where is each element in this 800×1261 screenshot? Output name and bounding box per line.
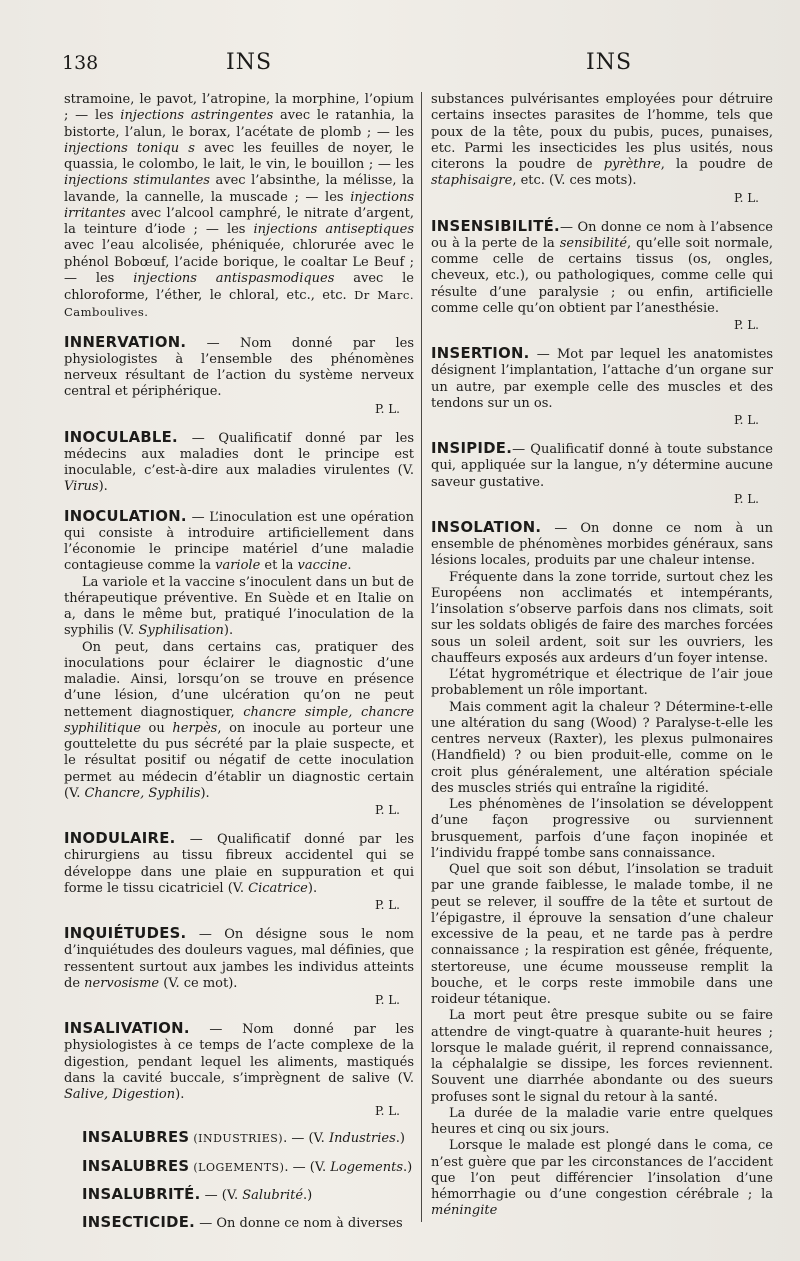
italic-term: chancre simple, chancre syphilitique: [64, 704, 415, 736]
body-text: (V. ce mot).: [159, 975, 238, 991]
body-text: — Nom donné par les physiologistes à ce temps de l’acte complexe de la digestion, pendant lequel les aliments, mastiqués dans la cavité buccale, s’imprègnent de salive (V.: [64, 1022, 414, 1086]
body-text: avec l’absinthe, la mélisse, la lavande, la cannelle, la muscade ; — les: [64, 173, 414, 205]
left-running-title: INS: [226, 50, 273, 75]
body-text: ).: [200, 785, 210, 801]
body-text: — Nom donné par les physiologistes à l’ensemble des phénomènes nerveux résultant de l’action du système nerveux central et périphérique.: [64, 335, 414, 400]
paragraph: [64, 575, 414, 640]
entry-headword: INODULAIRE.: [64, 830, 176, 847]
body-text: ).: [223, 623, 234, 639]
body-text: — Qualificatif donné par les chirurgiens au tissu fibreux accidentel qui se développe dans une plaie en suppuration et qui forme le tissu cicatriciel (V.: [64, 832, 414, 896]
italic-term: pyrèthre: [603, 157, 661, 172]
body-text: et la: [260, 558, 298, 574]
body-text: — Qualificatif donné par les médecins aux maladies dont le principe est inoculable, c’est-à-dire aux maladies virulentes (V.: [64, 430, 414, 478]
paragraph: [431, 797, 773, 862]
italic-term: injections stimulantes: [64, 173, 210, 189]
author-initials: P. L.: [733, 491, 759, 506]
dictionary-entry: [431, 441, 773, 507]
entry-headword: INSOLATION.: [431, 518, 542, 536]
italic-term: Cicatrice: [248, 880, 308, 896]
body-text: La variole et la vaccine s’inoculent dans un but de thérapeutique préventive. En Suède et en Italie on a, dans le même but, pratiqué l’inoculation de la syphilis (V.: [64, 574, 414, 639]
italic-term: sensibilité: [559, 235, 628, 251]
italic-term: Salive, Digestion: [64, 1087, 176, 1102]
body-text: — On désigne sous le nom d’inquiétudes des douleurs vagues, mal définies, que ressentent surtout aux jambes les individus atteints de: [64, 927, 414, 991]
body-text: L’état hygrométrique et électrique de l’air joue probablement un rôle important.: [431, 667, 773, 699]
paragraph: [431, 1106, 773, 1139]
author-initials: P. L.: [374, 993, 400, 1007]
entry-headword: INSECTICIDE.: [82, 1214, 196, 1231]
dictionary-entry: [64, 926, 414, 1008]
paragraph: [431, 1138, 773, 1219]
italic-term: staphisaigre: [431, 173, 513, 189]
body-text: . — (V.: [284, 1159, 331, 1175]
cross-reference-entry: [64, 1187, 414, 1204]
body-text: avec le ratanhia, la bistorte, l’alun, le borax, l’acétate de plomb ; — les: [64, 108, 414, 140]
body-text: .): [395, 1131, 405, 1147]
italic-term: vaccine: [297, 558, 348, 574]
italic-term: méningite: [431, 1203, 498, 1219]
paragraph: [431, 700, 773, 798]
body-text: .): [303, 1187, 313, 1203]
body-text: — (V.: [200, 1187, 243, 1203]
italic-term: Industries: [328, 1131, 396, 1147]
paragraph: [431, 862, 773, 1008]
continued-text: [431, 92, 773, 206]
paragraph: [431, 570, 773, 668]
author-signature: Dr Marc. Camboulives.: [64, 288, 414, 320]
left-column: [64, 92, 414, 1232]
dictionary-entry: [64, 430, 414, 496]
body-text: On peut, dans certains cas, pratiquer des inoculations pour éclairer le diagnostic d’une maladie. Ainsi, lorsqu’on se trouve en présence d’une lésion, d’une ulcération qu’on ne peut nettement diagnostiquer,: [64, 639, 414, 720]
body-text: .: [347, 558, 352, 574]
right-running-title: INS: [586, 50, 633, 75]
author-initials: P. L.: [733, 413, 759, 427]
italic-term: Chancre, Syphilis: [84, 785, 201, 801]
body-text: ).: [307, 880, 318, 896]
entry-qualifier: (INDUSTRIES): [189, 1132, 284, 1146]
dictionary-entry: [64, 509, 414, 575]
italic-term: injections irritantes: [64, 189, 414, 221]
body-text: — On donne ce nom à un ensemble de phénomènes morbides généraux, sans lésions locales, produits par une chaleur intense.: [431, 520, 773, 569]
author-initials: P. L.: [374, 803, 400, 817]
entry-headword: INSALUBRITÉ.: [82, 1185, 201, 1203]
italic-term: Virus: [64, 479, 99, 495]
body-text: ).: [98, 479, 108, 495]
entry-headword: INSIPIDE.: [431, 440, 513, 457]
cross-reference-entry: [64, 1159, 414, 1176]
running-header: [0, 50, 800, 80]
body-text: avec l’eau alcolisée, phéniquée, chlorurée avec le phénol Bobœuf, l’acide borique, le coaltar Le Beuf ; — les: [64, 238, 414, 286]
body-text: — On donne ce nom à diverses: [195, 1216, 403, 1231]
body-text: , qu’elle soit normale, comme celle de certains tissus (os, ongles, cheveux, etc.), ou pathologiques, comme celle qui résulte d’une paralysie ; ou enfin, artificielle comme celle qu’on obtient par l’anesthésie.: [431, 235, 773, 316]
entry-headword: INQUIÉTUDES.: [64, 925, 187, 942]
italic-term: injections antispasmodiques: [133, 270, 335, 286]
body-text: , etc. (V. ces mots).: [512, 173, 637, 189]
dictionary-entry: [64, 1021, 414, 1119]
body-text: avec l’alcool camphré, le nitrate d’argent, la teinture d’iode ; — les: [64, 205, 414, 237]
body-text: Lorsque le malade est plongé dans le coma, ce n’est guère que par les circonstances de l’accident que l’on peut différencier l’insolation d’une hémorrhagie ou d’une congestion cérébrale ; la: [431, 1138, 773, 1202]
entry-headword: INSALUBRES: [82, 1157, 190, 1175]
body-text: avec le chloroforme, l’éther, le chloral, etc., etc.: [64, 270, 414, 303]
italic-term: Syphilisation: [138, 623, 224, 639]
body-text: Fréquente dans la zone torride, surtout chez les Européens non acclimatés et intempérants, l’insolation s’observe parfois dans nos climats, soit sur les soldats obligés de faire des marches forcées sous un soleil ardent, soit sur les ouvriers, les chauffeurs exposés aux ardeurs d’un foyer intense.: [431, 569, 773, 666]
italic-term: Logements: [330, 1159, 403, 1175]
body-text: Quel que soit son début, l’insolation se traduit par une grande faiblesse, le malade tombe, il ne peut se relever, il souffre de la tête et surtout de l’épigastre, il éprouve la sensation d’une chaleur excessive de la peau, et ne tarde pas à perdre connaissance ; la respiration est gênée, fréquente, stertoreuse, une écume mousseuse remplit la bouche, et le corps reste immobile dans une roideur tétanique.: [431, 862, 773, 1007]
dictionary-entry: [431, 346, 773, 428]
italic-term: injections astringentes: [120, 108, 274, 124]
body-text: — On donne ce nom à l’absence ou à la perte de la: [431, 219, 773, 251]
author-initials: P. L.: [374, 1104, 400, 1119]
italic-term: herpès: [172, 720, 218, 736]
body-text: Mais comment agit la chaleur ? Détermine-t-elle une altération du sang (Wood) ? Paralyse-t-elle les centres nerveux (Raxter), les plexus pulmonaires (Handfield) ? ou bien produit-elle, comme on le croit plus généralement, une altération spéciale des muscles striés qui entraîne la rigidité.: [431, 699, 773, 796]
author-initials: P. L.: [733, 318, 759, 332]
cross-reference-entry: [64, 1215, 414, 1232]
paragraph: [431, 667, 773, 700]
continued-text: [64, 92, 414, 322]
author-initials: P. L.: [374, 898, 400, 912]
body-text: — Qualificatif donné à toute substance qui, appliquée sur la langue, n’y détermine aucune saveur gustative.: [431, 442, 773, 490]
body-text: , on inocule au porteur une gouttelette du pus sécrété par la plaie suspecte, et le résultat positif ou négatif de cette inoculation permet au médecin d’établir un diagnostic certain (V.: [64, 720, 414, 801]
body-text: , la poudre de: [660, 157, 773, 172]
body-text: Les phénomènes de l’insolation se développent d’une façon progressive ou surviennent brusquement, parfois d’une façon inopinée et l’individu frappé tombe sans connaissance.: [431, 797, 773, 861]
dictionary-entry: [431, 520, 773, 570]
body-text: ou: [140, 720, 173, 736]
page-number: 138: [62, 52, 99, 74]
body-text: stramoine, le pavot, l’atropine, la morphine, l’opium ; — les: [64, 92, 414, 124]
entry-headword: INSENSIBILITÉ.: [431, 217, 560, 235]
italic-term: injections toniqu s: [64, 140, 195, 156]
paragraph: [431, 1008, 773, 1106]
entry-headword: INSALUBRES: [82, 1129, 190, 1147]
body-text: ).: [175, 1087, 185, 1102]
entry-qualifier: (LOGEMENTS): [189, 1160, 285, 1174]
dictionary-entry: [64, 335, 414, 417]
body-text: — Mot par lequel les anatomistes désignent l’implantation, l’attache d’un organe sur un autre, par exemple celle des muscles et des tendons sur un os.: [431, 347, 773, 411]
italic-term: Salubrité: [242, 1187, 304, 1203]
italic-term: injections antiseptiques: [253, 222, 414, 237]
cross-reference-entry: [64, 1130, 414, 1147]
body-text: .): [403, 1159, 413, 1175]
dictionary-entry: [431, 219, 773, 334]
entry-headword: INOCULATION.: [64, 507, 187, 525]
entry-headword: INSERTION.: [431, 345, 530, 362]
body-text: La durée de la maladie varie entre quelques heures et cinq ou six jours.: [431, 1105, 773, 1137]
author-initials: P. L.: [733, 190, 759, 205]
paragraph: [64, 640, 414, 819]
italic-term: nervosisme: [84, 975, 160, 991]
body-text: . — (V.: [283, 1131, 329, 1147]
body-text: substances pulvérisantes employées pour détruire certains insectes parasites de l’homme, tels que poux de la tête, poux du pubis, puces, punaises, etc. Parmi les insecticides les plus usités, nous citerons la poudre de: [431, 92, 773, 172]
author-initials: P. L.: [374, 401, 400, 416]
entry-headword: INNERVATION.: [64, 333, 187, 351]
entry-headword: INOCULABLE.: [64, 428, 178, 446]
italic-term: variole: [215, 558, 261, 574]
body-text: — L’inoculation est une opération qui consiste à introduire artificiellement dans l’économie le principe matériel d’une maladie contagieuse comme la: [64, 509, 414, 574]
body-text: avec les feuilles de noyer, le quassia, le colombo, le lait, le vin, le bouillon ; — les: [64, 140, 414, 172]
right-column: [431, 92, 773, 1220]
column-divider: [421, 92, 422, 1222]
body-text: La mort peut être presque subite ou se faire attendre de vingt-quatre à quarante-huit heures ; lorsque le malade guérit, il reprend connaissance, la céphalalgie se dissipe, les forces reviennent. Souvent une diarrhée abondante ou des sueurs profuses sont le signal du retour à la santé.: [431, 1008, 773, 1105]
entry-headword: INSALIVATION.: [64, 1020, 190, 1037]
dictionary-entry: [64, 831, 414, 913]
